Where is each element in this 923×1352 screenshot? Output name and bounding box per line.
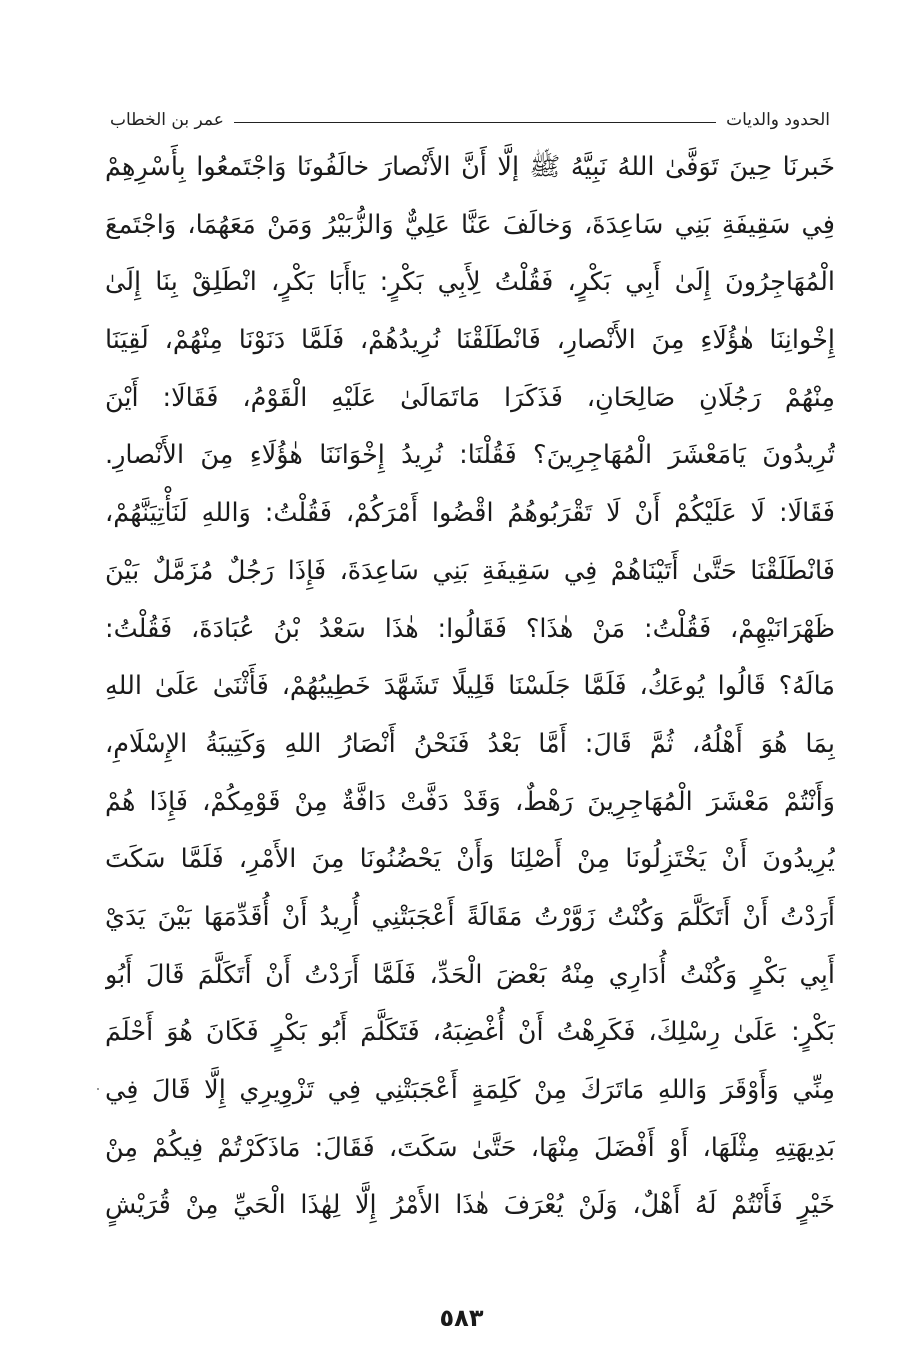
text-line: فَانْطَلَقْنَا حَتَّىٰ أَتَيْنَاهُمْ فِي سَقِيفَةِ بَنِي سَاعِدَةَ، فَإِذَا رَجُلٌ مُزَمَّلٌ بَيْنَ: [105, 555, 835, 586]
text-line: مَالَهُ؟ قَالُوا يُوعَكُ، فَلَمَّا جَلَسْنَا قَلِيلًا تَشَهَّدَ خَطِيبُهُمْ، فَأَثْنَىٰ عَلَىٰ اللهِ: [105, 671, 835, 702]
text-line: أَبِي بَكْرٍ وَكُنْتُ أُدَارِي مِنْهُ بَعْضَ الْحَدِّ، فَلَمَّا أَرَدْتُ أَنْ أَتَكَلَّمَ قَالَ أَبُو: [105, 959, 835, 990]
text-line: وَأَنْتُمْ مَعْشَرَ الْمُهَاجِرِينَ رَهْطٌ، وَقَدْ دَفَّتْ دَافَّةٌ مِنْ قَوْمِكُمْ، فَإِذَا هُمْ: [105, 786, 835, 817]
text-line: خَبرنَا حِينَ تَوَفَّىٰ اللهُ نَبِيَّهُ ﷺ إلَّا أَنَّ الأَنْصارَ خالَفُونَا وَاجْتَمعُوا بِأَسْرِهِمْ: [105, 152, 835, 182]
text-line: بِمَا هُوَ أَهْلُهُ، ثُمَّ قَالَ: أَمَّا بَعْدُ فَنَحْنُ أَنْصَارُ اللهِ وَكَتِيبَةُ الإِسْلَامِ،: [105, 728, 835, 759]
text-line: يُرِيدُونَ أَنْ يَخْتَزِلُونَا مِنْ أَصْلِنَا وَأَنْ يَحْضُنُونَا مِنَ الأَمْرِ، فَلَمَّا سَكَتَ: [105, 844, 835, 875]
text-line: تُرِيدُونَ يَامَعْشَرَ الْمُهَاجِرِينَ؟ فَقُلْنَا: نُرِيدُ إِخْوَانَنَا هٰؤُلَاءِ مِنَ الأَنْصارِ.: [105, 440, 835, 471]
text-line: مِنْهُمْ رَجُلَانِ صَالِحَانِ، فَذَكَرَا مَاتَمَالَىٰ عَلَيْهِ الْقَوْمُ، فَقَالَا: أَيْنَ: [105, 382, 835, 413]
text-line: مِنِّي وَأَوْقَرَ وَاللهِ مَاتَرَكَ مِنْ كَلِمَةٍ أَعْجَبَتْنِي فِي تَزْوِيرِي إِلَّا قَالَ فِي: [105, 1075, 835, 1105]
text-line: بَدِيهَتِهِ مِثْلَهَا، أَوْ أَفْضَلَ مِنْهَا، حَتَّىٰ سَكَتَ، فَقَالَ: مَاذَكَرْتُمْ فِيكُمْ مِنْ: [105, 1132, 835, 1163]
text-line: إِخْوانِنَا هٰؤُلَاءِ مِنَ الأَنْصارِ، فَانْطَلَقْنَا نُرِيدُهُمْ، فَلَمَّا دَنَوْنَا مِنْهُمْ، لَقِيَنَا: [105, 325, 835, 356]
text-line: فِي سَقِيفَةِ بَنِي سَاعِدَةَ، وَخالَفَ عَنَّا عَلِيٌّ وَالزُّبَيْرُ وَمَنْ مَعَهُمَا، وَاجْتَمعَ: [105, 209, 835, 240]
header-rule: [234, 122, 716, 123]
text-line: فَقَالَا: لَا عَلَيْكُمْ أَنْ لَا تَقْرَبُوهُمُ اقْضُوا أَمْرَكُمْ، فَقُلْتُ: وَاللهِ لَنَأْتِيَنَّهُمْ،: [105, 498, 835, 529]
text-line: أَرَدْتُ أَنْ أَتَكَلَّمَ وَكُنْتُ زَوَّرْتُ مَقَالَةً أَعْجَبَتْنِي أُرِيدُ أَنْ أُقَدِّمَهَا بَيْنَ يَدَيْ: [105, 901, 835, 932]
text-line: ظَهْرَانَيْهِمْ، فَقُلْتُ: مَنْ هٰذَا؟ فَقَالُوا: هٰذَا سَعْدُ بْنُ عُبَادَةَ، فَقُلْتُ:: [105, 613, 835, 644]
text-line: خَيْرٍ فَأَنْتُمْ لَهُ أَهْلٌ، وَلَنْ يُعْرَفَ هٰذَا الأَمْرُ إِلَّا لِهٰذَا الْحَيِّ مِنْ قُرَيْشٍ: [105, 1190, 835, 1221]
margin-dot: [97, 1088, 99, 1090]
running-header: [110, 102, 830, 130]
book-subject: عمر بن الخطاب: [110, 110, 224, 130]
body-text: [105, 139, 835, 1235]
page-number: ٥٨٣: [439, 1304, 484, 1332]
chapter-title: الحدود والديات: [726, 110, 830, 130]
text-line: بَكْرٍ: عَلَىٰ رِسْلِكَ، فَكَرِهْتُ أَنْ أُغْضِبَهُ، فَتَكَلَّمَ أَبُو بَكْرٍ فَكَانَ هُوَ أَحْلَمَ: [105, 1017, 835, 1048]
text-line: الْمُهَاجِرُونَ إِلَىٰ أَبِي بَكْرٍ، فَقُلْتُ لِأَبِي بَكْرٍ: يَاأَبَا بَكْرٍ، انْطَلِقْ بِنَا إِلَىٰ: [105, 267, 835, 298]
